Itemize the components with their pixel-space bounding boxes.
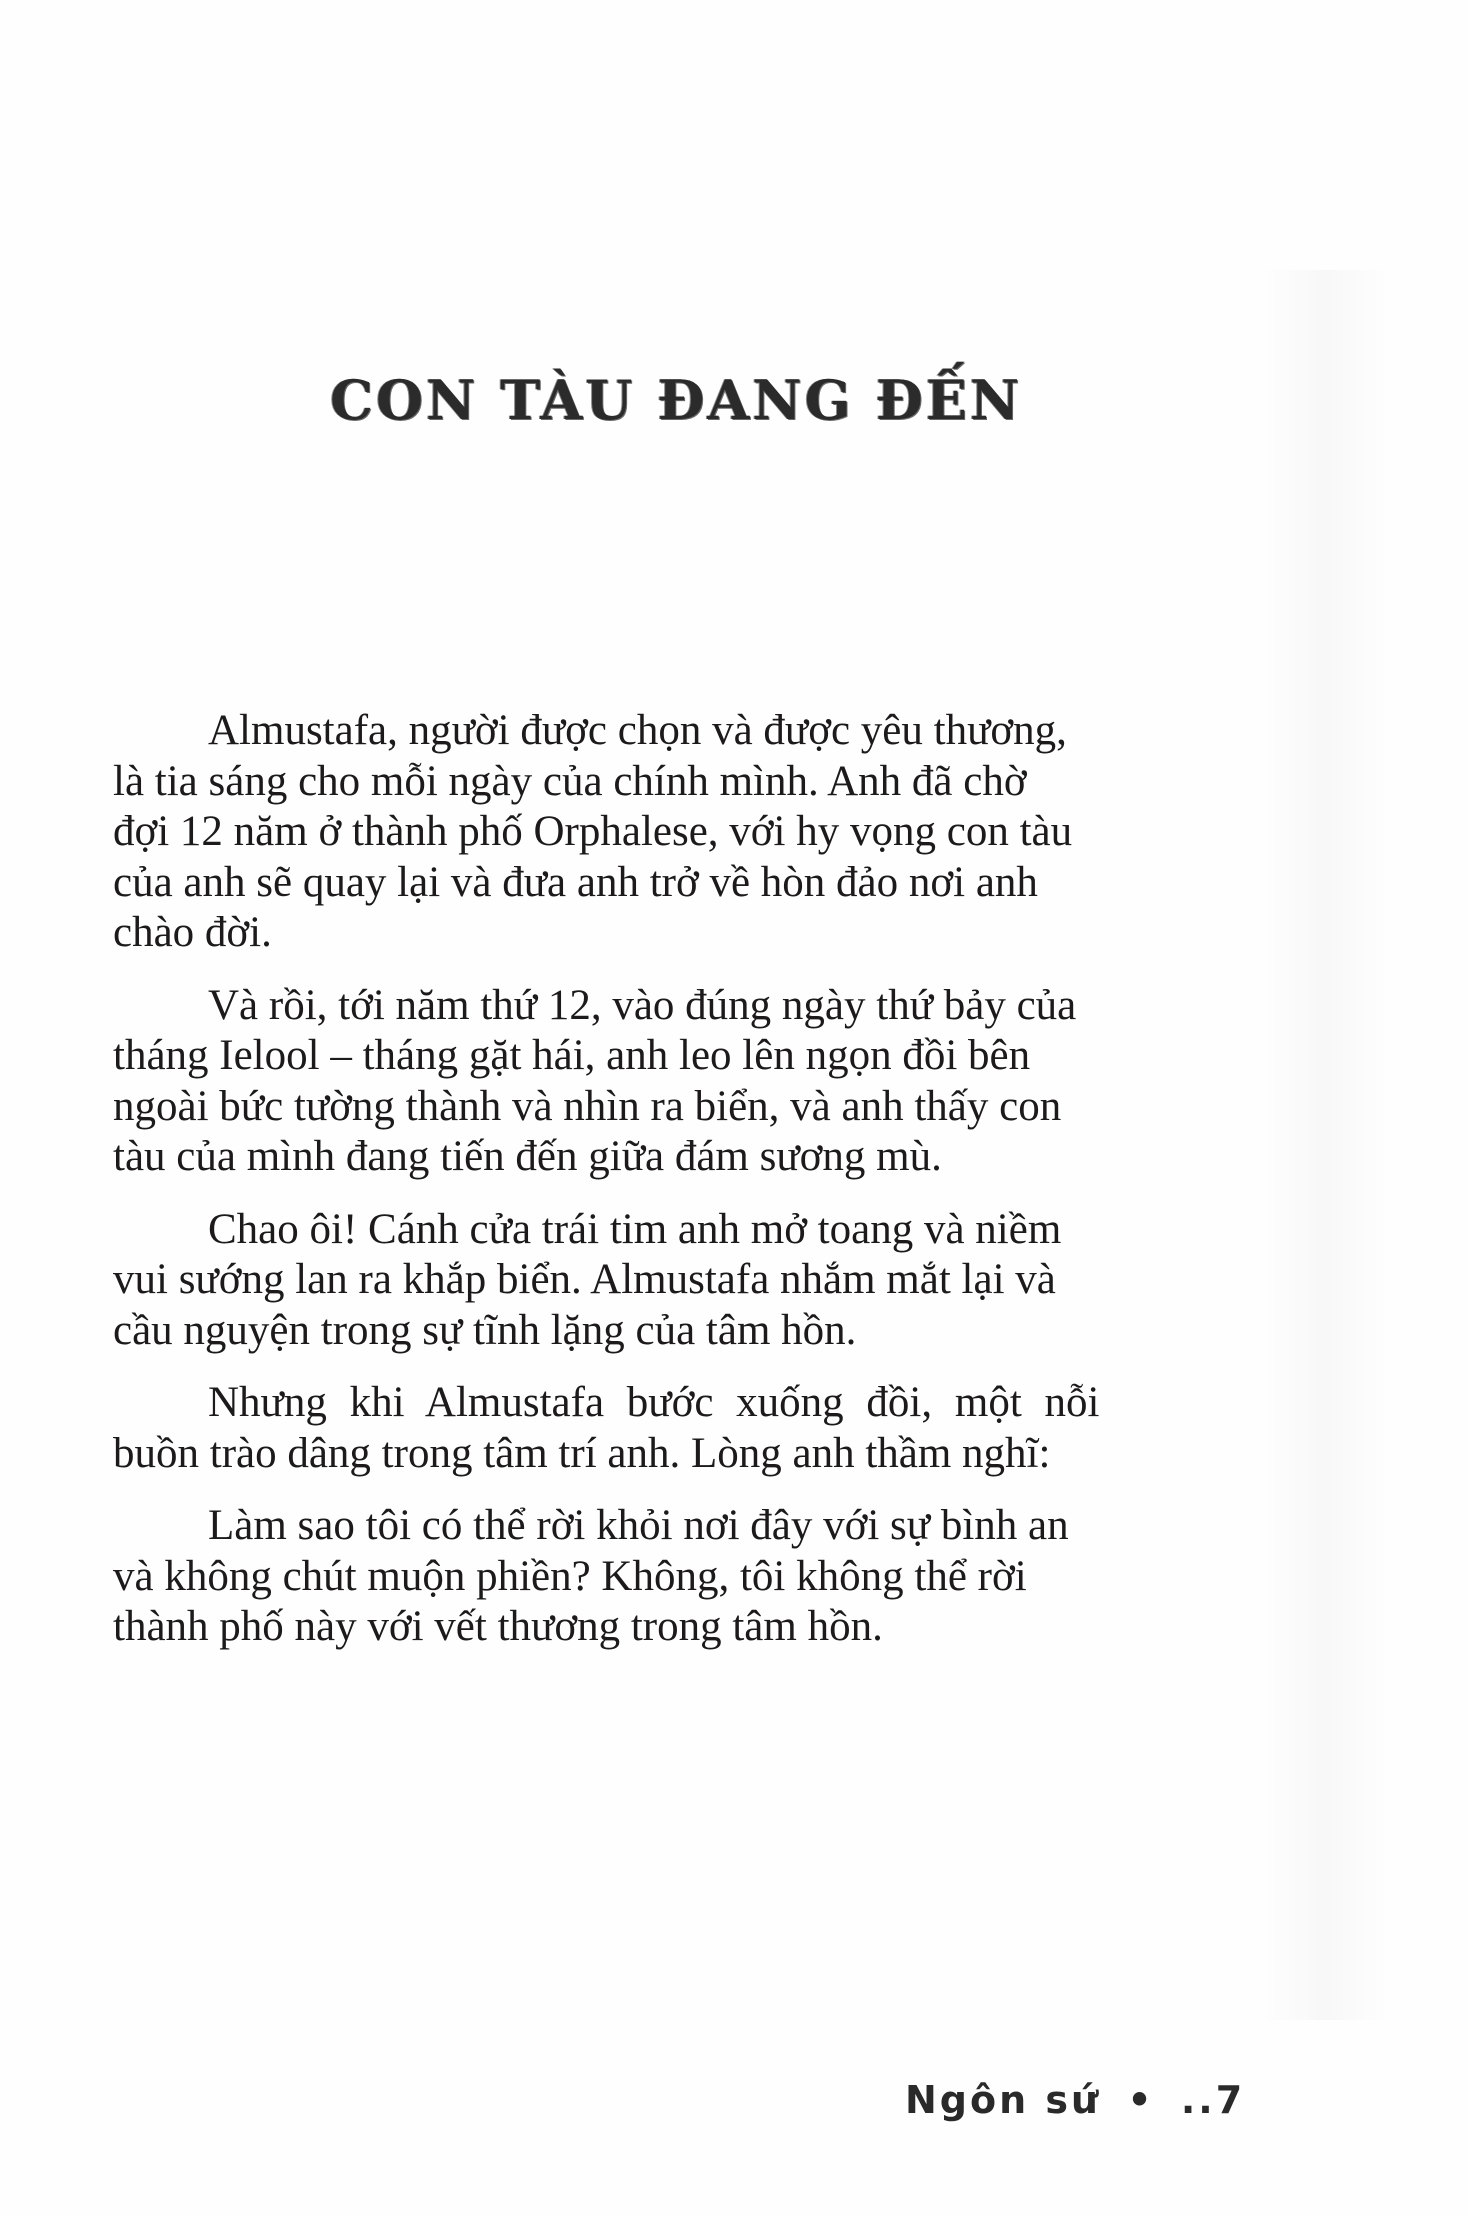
text-line: buồn trào dâng trong tâm trí anh. Lòng anh thầm nghĩ:	[113, 1429, 1051, 1477]
text-line: ngoài bức tường thành và nhìn ra biển, và anh thấy con	[113, 1082, 1062, 1130]
paragraph-2	[113, 981, 1273, 1183]
chapter-body	[113, 706, 1273, 1674]
paragraph-3	[113, 1205, 1273, 1357]
text-line: đợi 12 năm ở thành phố Orphalese, với hy vọng con tàu	[113, 808, 1073, 855]
text-line: và không chút muộn phiền? Không, tôi không thể rời	[113, 1552, 1027, 1600]
paragraph-5	[113, 1501, 1273, 1653]
bullet-separator: •	[1127, 2078, 1155, 2122]
paragraph-4	[113, 1378, 1273, 1479]
text-line: thành phố này với vết thương trong tâm hồn.	[113, 1603, 883, 1650]
page-footer	[905, 2078, 1245, 2122]
text-line: cầu nguyện trong sự tĩnh lặng của tâm hồn.	[113, 1306, 857, 1354]
text-line: tháng Ielool – tháng gặt hái, anh leo lên ngọn đồi bên	[113, 1032, 1031, 1079]
text-line: của anh sẽ quay lại và đưa anh trở về hòn đảo nơi anh	[113, 858, 1038, 906]
text-line: Và rồi, tới năm thứ 12, vào đúng ngày thứ bảy của	[208, 981, 1077, 1029]
text-line: Nhưng khi Almustafa bước xuống đồi, một nỗi	[208, 1379, 1100, 1426]
text-line: vui sướng lan ra khắp biển. Almustafa nhắm mắt lại và	[113, 1256, 1056, 1303]
running-title: Ngôn sứ	[905, 2078, 1102, 2122]
chapter-title: CON TÀU ĐANG ĐẾN	[330, 368, 1023, 433]
text-line: Almustafa, người được chọn và được yêu thương,	[208, 707, 1067, 754]
text-line: Làm sao tôi có thể rời khỏi nơi đây với sự bình an	[208, 1502, 1069, 1549]
page-number: ..7	[1180, 2078, 1246, 2122]
paragraph-1	[113, 706, 1273, 959]
scan-shadow	[1260, 270, 1390, 2020]
text-line: là tia sáng cho mỗi ngày của chính mình. Anh đã chờ	[113, 757, 1027, 805]
text-line: chào đời.	[113, 909, 272, 956]
text-line: tàu của mình đang tiến đến giữa đám sương mù.	[113, 1133, 942, 1180]
text-line: Chao ôi! Cánh cửa trái tim anh mở toang và niềm	[208, 1205, 1062, 1253]
